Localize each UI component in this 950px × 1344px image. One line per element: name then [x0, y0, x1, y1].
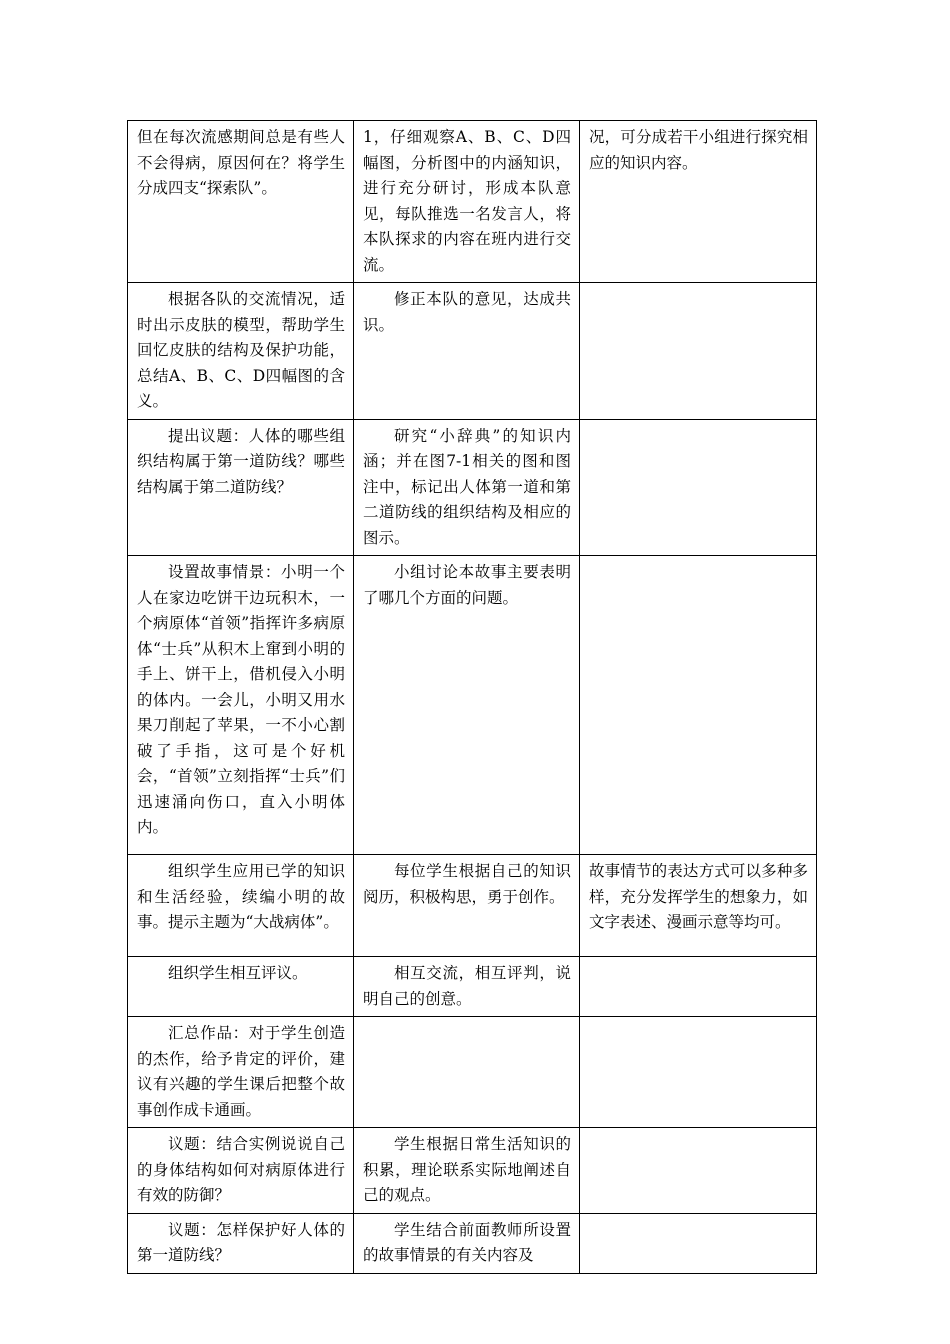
student-activity-cell: 1，仔细观察A、B、C、D四幅图，分析图中的内涵知识，进行充分研讨，形成本队意见，每队推选一名发言人，将本队探求的内容在班内进行交流。: [354, 121, 580, 283]
teacher-activity-cell: 设置故事情景：小明一个人在家边吃饼干边玩积木，一个病原体“首领”指挥许多病原体“士兵”从积木上窜到小明的手上、饼干上，借机侵入小明的体内。一会儿，小明又用水果刀削起了苹果，一不小心割破了手指，这可是个好机会，“首领”立刻指挥“士兵”们迅速涌向伤口，直入小明体内。: [128, 556, 354, 855]
teacher-activity-cell: 提出议题：人体的哪些组织结构属于第一道防线？哪些结构属于第二道防线？: [128, 419, 354, 556]
lesson-plan-table: [127, 120, 817, 1274]
table-row: [128, 1017, 817, 1128]
note-cell: [580, 1017, 817, 1128]
teacher-activity-cell: 根据各队的交流情况，适时出示皮肤的模型，帮助学生回忆皮肤的结构及保护功能，总结A、B、C、D四幅图的含义。: [128, 283, 354, 420]
table-row: [128, 419, 817, 556]
table-row: [128, 556, 817, 855]
teacher-activity-cell: 议题：结合实例说说自己的身体结构如何对病原体进行有效的防御？: [128, 1128, 354, 1214]
teacher-activity-cell: 汇总作品：对于学生创造的杰作，给予肯定的评价，建议有兴趣的学生课后把整个故事创作成卡通画。: [128, 1017, 354, 1128]
table-row: [128, 1213, 817, 1273]
table-row: [128, 1128, 817, 1214]
table-row: [128, 855, 817, 957]
table-row: [128, 957, 817, 1017]
note-cell: [580, 957, 817, 1017]
student-activity-cell: 学生根据日常生活知识的积累，理论联系实际地阐述自己的观点。: [354, 1128, 580, 1214]
table-row: [128, 121, 817, 283]
student-activity-cell: 小组讨论本故事主要表明了哪几个方面的问题。: [354, 556, 580, 855]
note-cell: [580, 556, 817, 855]
note-cell: 况，可分成若干小组进行探究相应的知识内容。: [580, 121, 817, 283]
note-cell: [580, 1128, 817, 1214]
student-activity-cell: 每位学生根据自己的知识阅历，积极构思，勇于创作。: [354, 855, 580, 957]
student-activity-cell: 相互交流，相互评判，说明自己的创意。: [354, 957, 580, 1017]
note-cell: [580, 1213, 817, 1273]
note-cell: [580, 419, 817, 556]
table-row: [128, 283, 817, 420]
student-activity-cell: 研究“小辞典”的知识内涵；并在图7-1相关的图和图注中，标记出人体第一道和第二道防线的组织结构及相应的图示。: [354, 419, 580, 556]
teacher-activity-cell: 议题：怎样保护好人体的第一道防线？: [128, 1213, 354, 1273]
teacher-activity-cell: 组织学生相互评议。: [128, 957, 354, 1017]
student-activity-cell: 学生结合前面教师所设置的故事情景的有关内容及: [354, 1213, 580, 1273]
note-cell: [580, 283, 817, 420]
student-activity-cell: 修正本队的意见，达成共识。: [354, 283, 580, 420]
teacher-activity-cell: 组织学生应用已学的知识和生活经验，续编小明的故事。提示主题为“大战病体”。: [128, 855, 354, 957]
student-activity-cell: [354, 1017, 580, 1128]
teacher-activity-cell: 但在每次流感期间总是有些人不会得病，原因何在？将学生分成四支“探索队”。: [128, 121, 354, 283]
note-cell: 故事情节的表达方式可以多种多样，充分发挥学生的想象力，如文字表述、漫画示意等均可。: [580, 855, 817, 957]
